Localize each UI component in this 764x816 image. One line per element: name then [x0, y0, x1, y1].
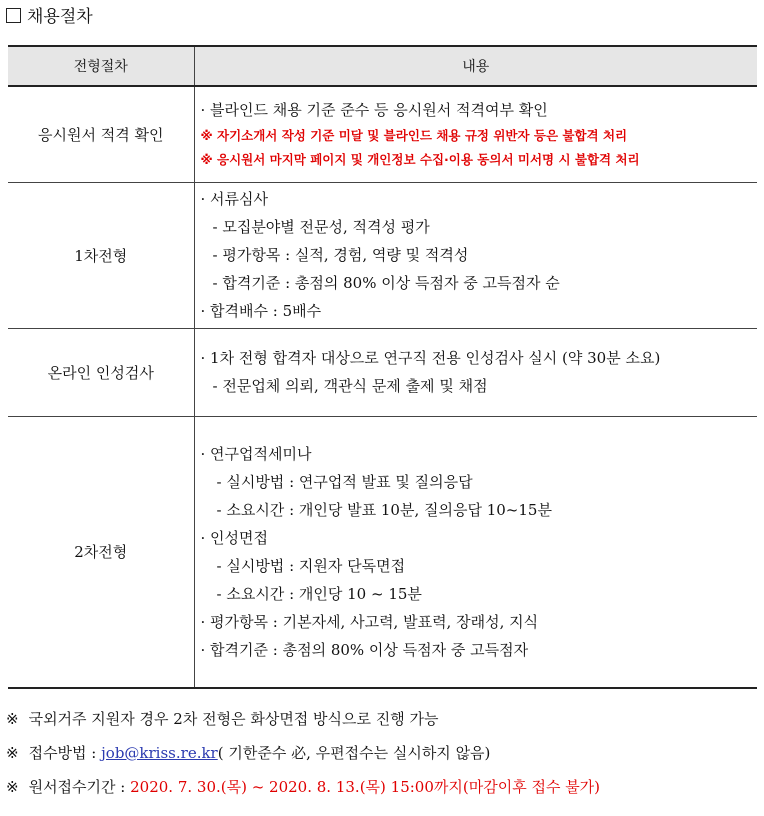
content-line: - 소요시간 : 개인당 10 ~ 15분 — [216, 584, 422, 603]
content-line: - 실시방법 : 지원자 단독면접 — [216, 556, 406, 575]
content-cell — [194, 328, 757, 416]
content-cell — [194, 86, 757, 182]
content-line: · 합격기준 : 총점의 80% 이상 득점자 중 고득점자 — [200, 640, 529, 659]
content-line: · 1차 전형 합격자 대상으로 연구직 전용 인성검사 실시 (약 30분 소요) — [200, 349, 661, 367]
warning-line: ※ 자기소개서 작성 기준 미달 및 블라인드 채용 규정 위반자 등은 불합격 처리 — [200, 128, 628, 144]
note-mark: ※ — [6, 744, 19, 762]
note-label: 접수방법 : — [28, 744, 102, 762]
note-mark: ※ — [6, 710, 19, 728]
content-line: · 인성면접 — [200, 528, 268, 547]
note-text: ( 기한준수 必, 우편접수는 실시하지 않음) — [217, 744, 491, 762]
content-line: · 연구업적세미나 — [200, 444, 312, 463]
section-heading — [6, 6, 93, 28]
warning-line: ※ 응시원서 마지막 페이지 및 개인정보 수집·이용 동의서 미서명 시 불합격 처리 — [200, 152, 640, 168]
content-line: - 전문업체 의뢰, 객관식 문제 출제 및 채점 — [212, 377, 488, 395]
content-line: - 평가항목 : 실적, 경험, 역량 및 적격성 — [212, 246, 469, 264]
table-row — [8, 182, 757, 328]
table-row — [8, 416, 757, 688]
note-overseas — [6, 702, 600, 736]
content-line: · 서류심사 — [200, 190, 268, 208]
table-row — [8, 328, 757, 416]
step-cell: 응시원서 적격 확인 — [8, 86, 194, 182]
notes — [6, 702, 600, 804]
content-line: - 실시방법 : 연구업적 발표 및 질의응답 — [216, 472, 473, 491]
note-submission-method — [6, 736, 600, 770]
step-cell: 2차전형 — [8, 416, 194, 688]
content-line: - 소요시간 : 개인당 발표 10분, 질의응답 10~15분 — [216, 500, 552, 519]
step-cell: 온라인 인성검사 — [8, 328, 194, 416]
table-header-row — [8, 46, 757, 86]
checkbox-icon — [6, 8, 21, 23]
note-text: 국외거주 지원자 경우 2차 전형은 화상면접 방식으로 진행 가능 — [28, 710, 439, 728]
step-cell: 1차전형 — [8, 182, 194, 328]
content-line: · 평가항목 : 기본자세, 사고력, 발표력, 장래성, 지식 — [200, 612, 539, 631]
header-content: 내용 — [194, 46, 757, 86]
email-link[interactable]: job@kriss.re.kr — [101, 744, 218, 762]
note-mark: ※ — [6, 778, 19, 796]
content-line: - 모집분야별 전문성, 적격성 평가 — [212, 218, 430, 236]
section-title: 채용절차 — [27, 7, 93, 27]
content-line: - 합격기준 : 총점의 80% 이상 득점자 중 고득점자 순 — [212, 274, 560, 292]
content-cell — [194, 416, 757, 688]
content-cell — [194, 182, 757, 328]
application-period: 2020. 7. 30.(목) ~ 2020. 8. 13.(목) 15:00까지(마감이후 접수 불가) — [130, 778, 601, 796]
content-line: · 블라인드 채용 기준 준수 등 응시원서 적격여부 확인 — [200, 101, 548, 120]
note-application-period — [6, 770, 600, 804]
header-step: 전형절차 — [8, 46, 194, 86]
content-line: · 합격배수 : 5배수 — [200, 302, 322, 320]
table-row — [8, 86, 757, 182]
note-label: 원서접수기간 : — [28, 778, 131, 796]
recruitment-procedure-table — [8, 45, 757, 689]
